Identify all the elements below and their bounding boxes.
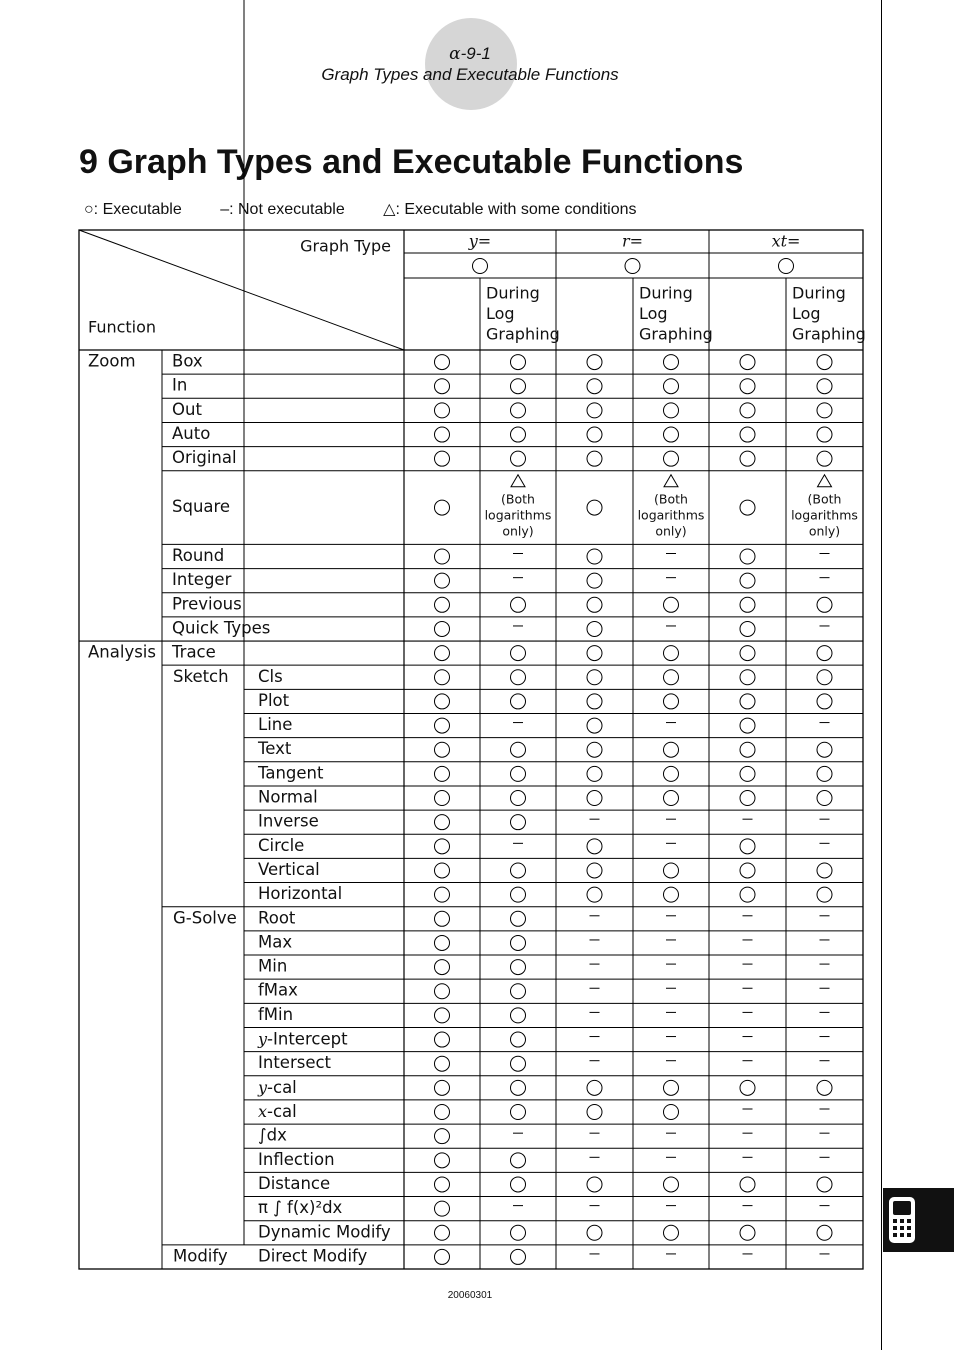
circle-icon xyxy=(664,597,679,612)
during-log-label: Graphing xyxy=(486,324,560,344)
circle-icon xyxy=(587,355,602,370)
function-cls: Cls xyxy=(258,666,283,686)
conditional-note: (Both xyxy=(807,491,842,507)
circle-icon xyxy=(817,379,832,394)
circle-icon xyxy=(435,718,450,733)
circle-icon xyxy=(664,791,679,806)
function-box: Box xyxy=(172,351,203,371)
circle-icon xyxy=(664,403,679,418)
circle-icon xyxy=(817,403,832,418)
circle-icon xyxy=(817,670,832,685)
circle-icon xyxy=(511,791,526,806)
circle-icon xyxy=(435,960,450,975)
function-x-cal: x-cal xyxy=(258,1101,297,1121)
circle-icon xyxy=(511,1032,526,1047)
circle-icon xyxy=(740,1177,755,1192)
circle-icon xyxy=(664,742,679,757)
function-circle: Circle xyxy=(258,835,305,855)
circle-icon xyxy=(511,451,526,466)
header-title: Graph Types and Executable Functions xyxy=(321,65,619,84)
function-plot: Plot xyxy=(258,690,290,710)
calculator-icon xyxy=(887,1196,917,1244)
conditional-note: only) xyxy=(655,523,687,539)
circle-icon xyxy=(664,451,679,466)
circle-icon xyxy=(740,694,755,709)
function-text: Text xyxy=(258,739,292,759)
circle-icon xyxy=(587,718,602,733)
circle-icon xyxy=(817,791,832,806)
circle-icon xyxy=(511,984,526,999)
circle-icon xyxy=(587,1080,602,1095)
circle-icon xyxy=(511,887,526,902)
function-max: Max xyxy=(258,932,293,952)
function-dynamic-modify: Dynamic Modify xyxy=(258,1222,391,1242)
header-code-number: -9-1 xyxy=(460,44,491,63)
circle-icon xyxy=(435,694,450,709)
circle-icon xyxy=(435,1225,450,1240)
page-title: 9 Graph Types and Executable Functions xyxy=(79,143,744,181)
function-y-cal: y-cal xyxy=(258,1077,297,1097)
circle-icon xyxy=(435,887,450,902)
circle-icon xyxy=(587,791,602,806)
subgroup-label: Sketch xyxy=(173,666,229,686)
circle-icon xyxy=(664,670,679,685)
circle-icon xyxy=(435,1008,450,1023)
circle-icon xyxy=(817,1177,832,1192)
function-fmax: fMax xyxy=(258,980,298,1000)
circle-icon xyxy=(587,742,602,757)
function-trace: Trace xyxy=(172,642,216,662)
circle-icon xyxy=(511,694,526,709)
conditional-note: only) xyxy=(808,523,841,539)
circle-icon xyxy=(473,259,488,274)
footer-code: 20060301 xyxy=(447,1290,493,1301)
conditional-note: (Both xyxy=(501,491,535,507)
circle-icon xyxy=(587,597,602,612)
function-out: Out xyxy=(172,399,202,419)
circle-icon xyxy=(435,355,450,370)
circle-icon xyxy=(817,694,832,709)
function-y-intercept: y-Intercept xyxy=(258,1029,348,1049)
circle-icon xyxy=(740,573,755,588)
circle-icon xyxy=(435,1129,450,1144)
circle-icon xyxy=(817,766,832,781)
circle-icon xyxy=(664,379,679,394)
circle-icon xyxy=(435,791,450,806)
circle-icon xyxy=(511,1105,526,1120)
conditional-note: logarithms xyxy=(791,507,858,523)
function-quick-types: Quick Types xyxy=(172,618,271,638)
circle-icon xyxy=(435,766,450,781)
group-label: Analysis xyxy=(88,642,156,662)
circle-icon xyxy=(511,742,526,757)
circle-icon xyxy=(435,1105,450,1120)
during-log-label: Log xyxy=(639,304,668,323)
circle-icon xyxy=(587,1177,602,1192)
circle-icon xyxy=(587,451,602,466)
triangle-icon: △ xyxy=(383,201,396,218)
triangle-icon xyxy=(818,475,832,487)
circle-icon xyxy=(587,500,602,515)
circle-icon xyxy=(740,839,755,854)
function-line: Line xyxy=(258,715,293,735)
circle-icon xyxy=(587,1225,602,1240)
circle-icon xyxy=(587,379,602,394)
function--dx: ∫dx xyxy=(258,1125,287,1145)
function-direct-modify: Direct Modify xyxy=(258,1246,368,1266)
conditional-note: only) xyxy=(502,523,534,539)
circle-icon xyxy=(817,597,832,612)
circle-icon xyxy=(511,960,526,975)
chapter-thumb-tab[interactable] xyxy=(883,1188,954,1252)
circle-icon xyxy=(817,646,832,661)
circle-icon xyxy=(511,1177,526,1192)
circle-icon xyxy=(435,1177,450,1192)
circle-icon xyxy=(740,403,755,418)
circle-icon xyxy=(587,549,602,564)
circle-icon xyxy=(511,815,526,830)
circle-icon xyxy=(664,646,679,661)
circle-icon xyxy=(740,451,755,466)
circle-icon xyxy=(779,259,794,274)
circle-icon xyxy=(664,887,679,902)
circle-icon xyxy=(435,742,450,757)
circle-icon xyxy=(511,1056,526,1071)
circle-icon xyxy=(511,1008,526,1023)
legend-not-executable: : Not executable xyxy=(229,201,345,218)
circle-icon xyxy=(435,379,450,394)
conditional-note: logarithms xyxy=(637,507,705,523)
circle-icon xyxy=(625,259,640,274)
circle-icon xyxy=(817,887,832,902)
circle-icon xyxy=(587,863,602,878)
circle-icon xyxy=(511,597,526,612)
during-log-label: Graphing xyxy=(639,324,713,344)
circle-icon xyxy=(817,355,832,370)
circle-icon xyxy=(435,427,450,442)
circle-icon xyxy=(587,670,602,685)
circle-icon xyxy=(664,427,679,442)
circle-icon xyxy=(511,1249,526,1264)
circle-icon xyxy=(817,1225,832,1240)
circle-icon xyxy=(740,766,755,781)
circle-icon xyxy=(587,887,602,902)
function-tangent: Tangent xyxy=(258,763,324,783)
circle-icon xyxy=(435,863,450,878)
circle-icon xyxy=(511,379,526,394)
circle-icon xyxy=(435,911,450,926)
circle-icon xyxy=(435,1056,450,1071)
function-inflection: Inflection xyxy=(258,1149,335,1169)
during-log-label: Graphing xyxy=(792,324,866,344)
triangle-icon xyxy=(664,475,678,487)
circle-icon xyxy=(740,1080,755,1095)
circle-icon xyxy=(664,863,679,878)
function-root: Root xyxy=(258,908,296,928)
circle-icon xyxy=(435,403,450,418)
graph-type-2: xt= xyxy=(771,231,801,251)
circle-icon xyxy=(511,911,526,926)
circle-icon xyxy=(664,1080,679,1095)
circle-icon xyxy=(740,1225,755,1240)
group-label: Zoom xyxy=(88,351,136,371)
circle-icon xyxy=(435,670,450,685)
function--f-x-dx: π ∫ f(x)²dx xyxy=(258,1198,343,1218)
circle-icon xyxy=(817,451,832,466)
table-border xyxy=(79,230,863,1269)
circle-icon xyxy=(587,694,602,709)
circle-icon xyxy=(740,355,755,370)
circle-icon xyxy=(664,355,679,370)
graph-type-0: y= xyxy=(468,231,492,251)
circle-icon xyxy=(740,549,755,564)
circle-icon xyxy=(435,839,450,854)
function-distance: Distance xyxy=(258,1173,331,1193)
circle-icon xyxy=(740,742,755,757)
circle-icon xyxy=(740,718,755,733)
circle-icon xyxy=(740,863,755,878)
circle-icon xyxy=(740,791,755,806)
circle-icon xyxy=(435,984,450,999)
circle-icon xyxy=(435,1249,450,1264)
during-log-label: During xyxy=(639,283,693,303)
circle-icon xyxy=(740,500,755,515)
circle-icon xyxy=(740,427,755,442)
circle-icon xyxy=(664,1177,679,1192)
during-log-label: During xyxy=(792,283,846,303)
circle-icon xyxy=(587,427,602,442)
conditional-note: (Both xyxy=(654,491,688,507)
function-auto: Auto xyxy=(172,424,211,444)
circle-icon xyxy=(664,694,679,709)
circle-icon xyxy=(511,1153,526,1168)
circle-icon xyxy=(435,646,450,661)
during-log-label: Log xyxy=(792,304,821,323)
circle-icon xyxy=(435,573,450,588)
circle-icon xyxy=(587,573,602,588)
function-min: Min xyxy=(258,956,288,976)
circle-icon xyxy=(587,766,602,781)
circle-icon xyxy=(511,935,526,950)
function-label: Function xyxy=(88,317,157,337)
circle-icon xyxy=(511,1080,526,1095)
circle-icon xyxy=(511,427,526,442)
circle-icon xyxy=(817,742,832,757)
circle-icon: ○ xyxy=(84,201,94,218)
alpha-symbol: α xyxy=(449,44,461,64)
circle-icon xyxy=(587,646,602,661)
circle-icon xyxy=(511,863,526,878)
legend-conditional: : Executable with some conditions xyxy=(395,201,637,218)
circle-icon xyxy=(587,621,602,636)
circle-icon xyxy=(511,766,526,781)
function-square: Square xyxy=(172,497,231,517)
circle-icon xyxy=(435,549,450,564)
circle-icon xyxy=(511,403,526,418)
subgroup-label: Modify xyxy=(173,1246,228,1266)
during-log-label: During xyxy=(486,283,540,303)
circle-icon xyxy=(587,839,602,854)
circle-icon xyxy=(435,500,450,515)
circle-icon xyxy=(740,621,755,636)
legend-executable: : Executable xyxy=(93,201,182,218)
function-previous: Previous xyxy=(172,594,242,614)
circle-icon xyxy=(511,646,526,661)
dash-icon: – xyxy=(220,201,230,218)
circle-icon xyxy=(740,646,755,661)
circle-icon xyxy=(435,1032,450,1047)
function-normal: Normal xyxy=(258,787,318,807)
circle-icon xyxy=(817,863,832,878)
function-round: Round xyxy=(172,545,225,565)
circle-icon xyxy=(435,1080,450,1095)
circle-icon xyxy=(740,887,755,902)
circle-icon xyxy=(435,597,450,612)
function-original: Original xyxy=(172,448,237,468)
circle-icon xyxy=(664,1225,679,1240)
function-vertical: Vertical xyxy=(258,859,320,879)
circle-icon xyxy=(511,670,526,685)
triangle-icon xyxy=(511,475,525,487)
circle-icon xyxy=(740,379,755,394)
conditional-note: logarithms xyxy=(484,507,552,523)
circle-icon xyxy=(435,815,450,830)
circle-icon xyxy=(664,1105,679,1120)
subgroup-label: G-Solve xyxy=(173,908,237,928)
circle-icon xyxy=(435,621,450,636)
circle-icon xyxy=(587,403,602,418)
function-intersect: Intersect xyxy=(258,1053,332,1073)
circle-icon xyxy=(435,935,450,950)
circle-icon xyxy=(435,1153,450,1168)
function-fmin: fMin xyxy=(258,1004,294,1024)
function-integer: Integer xyxy=(172,570,232,590)
function-horizontal: Horizontal xyxy=(258,884,343,904)
circle-icon xyxy=(740,670,755,685)
function-inverse: Inverse xyxy=(258,811,319,831)
circle-icon xyxy=(435,1201,450,1216)
circle-icon xyxy=(587,1105,602,1120)
function-in: In xyxy=(172,375,188,395)
circle-icon xyxy=(511,355,526,370)
circle-icon xyxy=(817,427,832,442)
graph-type-label: Graph Type xyxy=(300,236,391,256)
circle-icon xyxy=(511,1225,526,1240)
circle-icon xyxy=(817,1080,832,1095)
during-log-label: Log xyxy=(486,304,515,323)
graph-type-1: r= xyxy=(621,231,644,251)
circle-icon xyxy=(435,451,450,466)
circle-icon xyxy=(740,597,755,612)
circle-icon xyxy=(664,766,679,781)
